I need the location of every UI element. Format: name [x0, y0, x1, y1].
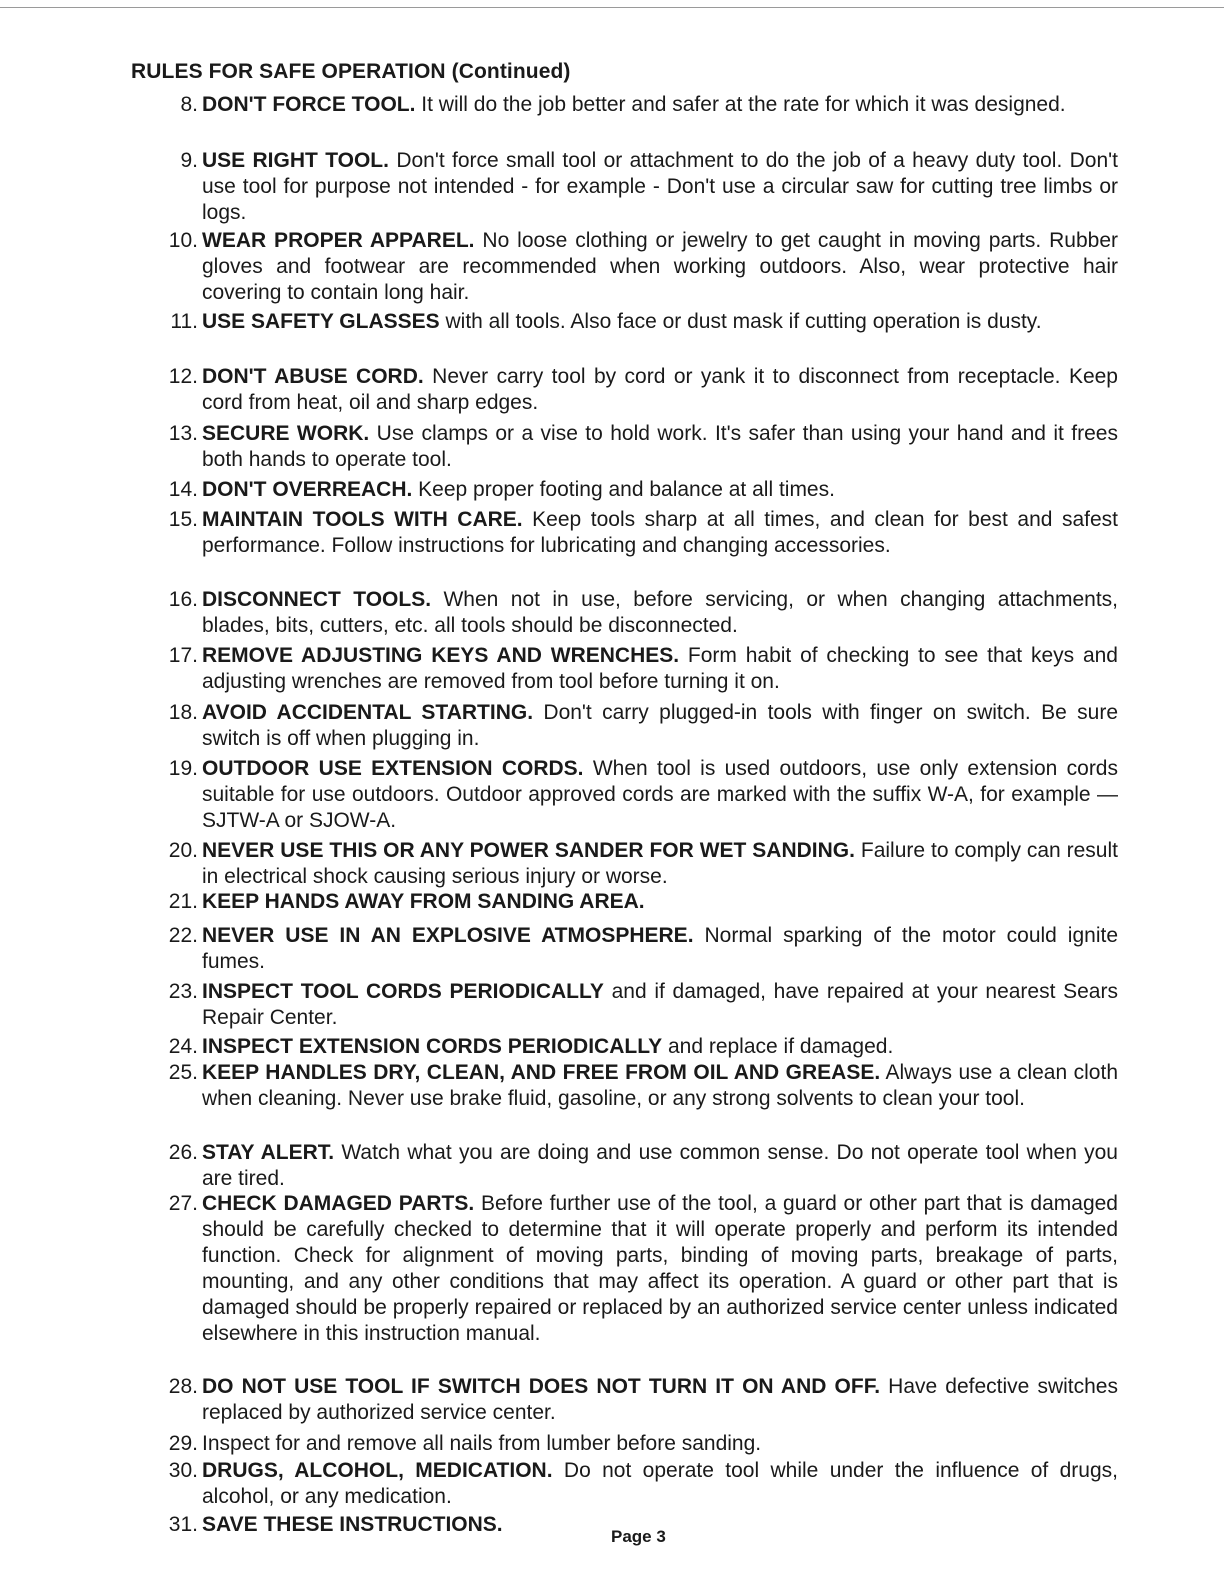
rule-number: 17.	[168, 644, 198, 667]
rule-body: with all tools. Also face or dust mask if cutting operation is dusty.	[439, 310, 1042, 333]
rule-number: 18.	[168, 701, 198, 724]
rule-body: Use clamps or a vise to hold work. It's safer than using your hand and it frees both hands to operate tool.	[202, 422, 1118, 471]
rule-heading: USE RIGHT TOOL.	[202, 149, 389, 172]
rule-body: Watch what you are doing and use common sense. Do not operate tool when you are tired.	[202, 1141, 1118, 1190]
rule-text	[202, 587, 1118, 639]
rule-heading: KEEP HANDLES DRY, CLEAN, AND FREE FROM OIL AND GREASE.	[202, 1061, 881, 1084]
rule-body: Don't carry plugged-in tools with finger on switch. Be sure switch is off when plugging in.	[202, 701, 1119, 750]
rule-text	[202, 1191, 1118, 1346]
top-border-line	[0, 7, 1224, 8]
rule-heading: INSPECT EXTENSION CORDS PERIODICALLY	[202, 1035, 663, 1058]
rule-heading: KEEP HANDS AWAY FROM SANDING AREA.	[202, 890, 645, 913]
rule-body: and if damaged, have repaired at your nearest Sears Repair Center.	[202, 980, 1118, 1029]
rule-number: 23.	[168, 980, 198, 1003]
rule-text	[202, 421, 1118, 473]
rule-text	[202, 92, 1118, 118]
rule-text	[202, 1140, 1118, 1192]
rule-text	[202, 756, 1118, 834]
rule-number: 15.	[168, 508, 198, 531]
rule-body: Don't force small tool or attachment to do the job of a heavy duty tool. Don't use tool for purpose not intended - for example - Don't use a circular saw for cutting tree limbs or logs.	[202, 149, 1119, 224]
rule-number: 28.	[168, 1375, 198, 1398]
rule-body: Inspect for and remove all nails from lumber before sanding.	[202, 1432, 762, 1455]
rule-heading: AVOID ACCIDENTAL STARTING.	[202, 701, 534, 724]
rule-heading: NEVER USE IN AN EXPLOSIVE ATMOSPHERE.	[202, 924, 694, 947]
rule-number: 12.	[168, 365, 198, 388]
rule-body: Keep tools sharp at all times, and clean for best and safest performance. Follow instructions for lubricating and changing accessories.	[202, 508, 1118, 557]
rule-text	[202, 1458, 1118, 1510]
rule-text	[202, 1060, 1118, 1112]
rule-heading: STAY ALERT.	[202, 1141, 335, 1164]
rule-text	[202, 364, 1118, 416]
rule-text	[202, 507, 1118, 559]
rule-number: 26.	[168, 1141, 198, 1164]
rule-text	[202, 1374, 1118, 1426]
rule-body: Before further use of the tool, a guard or other part that is damaged should be carefully checked to determine that it will operate properly and perform its intended function. Check for alignment of moving parts, binding of moving parts, breakage of parts, mounting, and any other conditions that may affect its operation. A guard or other part that is damaged should be properly repaired or replaced by an authorized service center unless indicated elsewhere in this instruction manual.	[202, 1192, 1118, 1345]
rule-body: Keep proper footing and balance at all times.	[412, 478, 835, 501]
rule-body: It will do the job better and safer at the rate for which it was designed.	[415, 93, 1066, 116]
rule-body: When tool is used outdoors, use only extension cords suitable for use outdoors. Outdoor approved cords are marked with the suffix W-A, for example — SJTW-A or SJOW-A.	[202, 757, 1118, 832]
rule-heading: DON'T FORCE TOOL.	[202, 93, 416, 116]
rule-text	[202, 838, 1118, 890]
rule-heading: CHECK DAMAGED PARTS.	[202, 1192, 475, 1215]
rule-body: Failure to comply can result in electrical shock causing serious injury or worse.	[202, 839, 1118, 888]
rule-number: 25.	[168, 1061, 198, 1084]
rule-text	[202, 228, 1118, 306]
rule-text	[202, 309, 1118, 335]
rule-number: 22.	[168, 924, 198, 947]
rule-text	[202, 477, 1118, 503]
rule-body: No loose clothing or jewelry to get caught in moving parts. Rubber gloves and footwear are recommended when working outdoors. Also, wear protective hair covering to contain long hair.	[202, 229, 1118, 304]
rule-heading: DRUGS, ALCOHOL, MEDICATION.	[202, 1459, 553, 1482]
rule-number: 24.	[168, 1035, 198, 1058]
rule-body: Normal sparking of the motor could ignite fumes.	[202, 924, 1118, 973]
rule-number: 10.	[168, 229, 198, 252]
rule-number: 27.	[168, 1192, 198, 1215]
rule-text	[202, 1431, 1118, 1457]
rule-number: 29.	[168, 1432, 198, 1455]
rule-body: When not in use, before servicing, or when changing attachments, blades, bits, cutters, etc. all tools should be disconnected.	[202, 588, 1118, 637]
rule-heading: MAINTAIN TOOLS WITH CARE.	[202, 508, 523, 531]
rule-text	[202, 643, 1118, 695]
rule-text	[202, 889, 1118, 915]
rule-number: 14.	[168, 478, 198, 501]
rule-heading: DISCONNECT TOOLS.	[202, 588, 432, 611]
rule-heading: DO NOT USE TOOL IF SWITCH DOES NOT TURN IT ON AND OFF.	[202, 1375, 881, 1398]
rule-heading: REMOVE ADJUSTING KEYS AND WRENCHES.	[202, 644, 680, 667]
rule-number: 11.	[170, 310, 198, 333]
rule-number: 31.	[168, 1513, 198, 1536]
rule-heading: USE SAFETY GLASSES	[202, 310, 440, 333]
rule-body: Never carry tool by cord or yank it to disconnect from receptacle. Keep cord from heat, oil and sharp edges.	[202, 365, 1118, 414]
rule-text	[202, 148, 1118, 226]
rule-text	[202, 979, 1118, 1031]
page-number: Page 3	[611, 1527, 666, 1546]
rule-text	[202, 1034, 1118, 1060]
rule-heading: WEAR PROPER APPAREL.	[202, 229, 475, 252]
rule-body: Form habit of checking to see that keys and adjusting wrenches are removed from tool before turning it on.	[202, 644, 1118, 693]
rule-heading: DON'T OVERREACH.	[202, 478, 413, 501]
rule-number: 30.	[168, 1459, 198, 1482]
rule-heading: NEVER USE THIS OR ANY POWER SANDER FOR WET SANDING.	[202, 839, 855, 862]
rule-number: 8.	[180, 93, 198, 116]
rule-body: Do not operate tool while under the influence of drugs, alcohol, or any medication.	[202, 1459, 1118, 1508]
rule-number: 19.	[168, 757, 198, 780]
rule-number: 13.	[168, 422, 198, 445]
rule-body: Always use a clean cloth when cleaning. Never use brake fluid, gasoline, or any strong solvents to clean your tool.	[202, 1061, 1118, 1110]
rule-heading: SAVE THESE INSTRUCTIONS.	[202, 1513, 503, 1536]
rule-heading: DON'T ABUSE CORD.	[202, 365, 424, 388]
rule-heading: SECURE WORK.	[202, 422, 370, 445]
rule-body: Have defective switches replaced by authorized service center.	[202, 1375, 1118, 1424]
rule-number: 20.	[168, 839, 198, 862]
rule-text	[202, 700, 1118, 752]
rule-number: 21.	[168, 890, 198, 913]
rule-number: 16.	[168, 588, 198, 611]
rule-text	[202, 923, 1118, 975]
section-heading: RULES FOR SAFE OPERATION (Continued)	[131, 60, 571, 83]
rule-number: 9.	[180, 149, 198, 172]
rule-body: and replace if damaged.	[662, 1035, 894, 1058]
rule-heading: INSPECT TOOL CORDS PERIODICALLY	[202, 980, 604, 1003]
rule-heading: OUTDOOR USE EXTENSION CORDS.	[202, 757, 584, 780]
